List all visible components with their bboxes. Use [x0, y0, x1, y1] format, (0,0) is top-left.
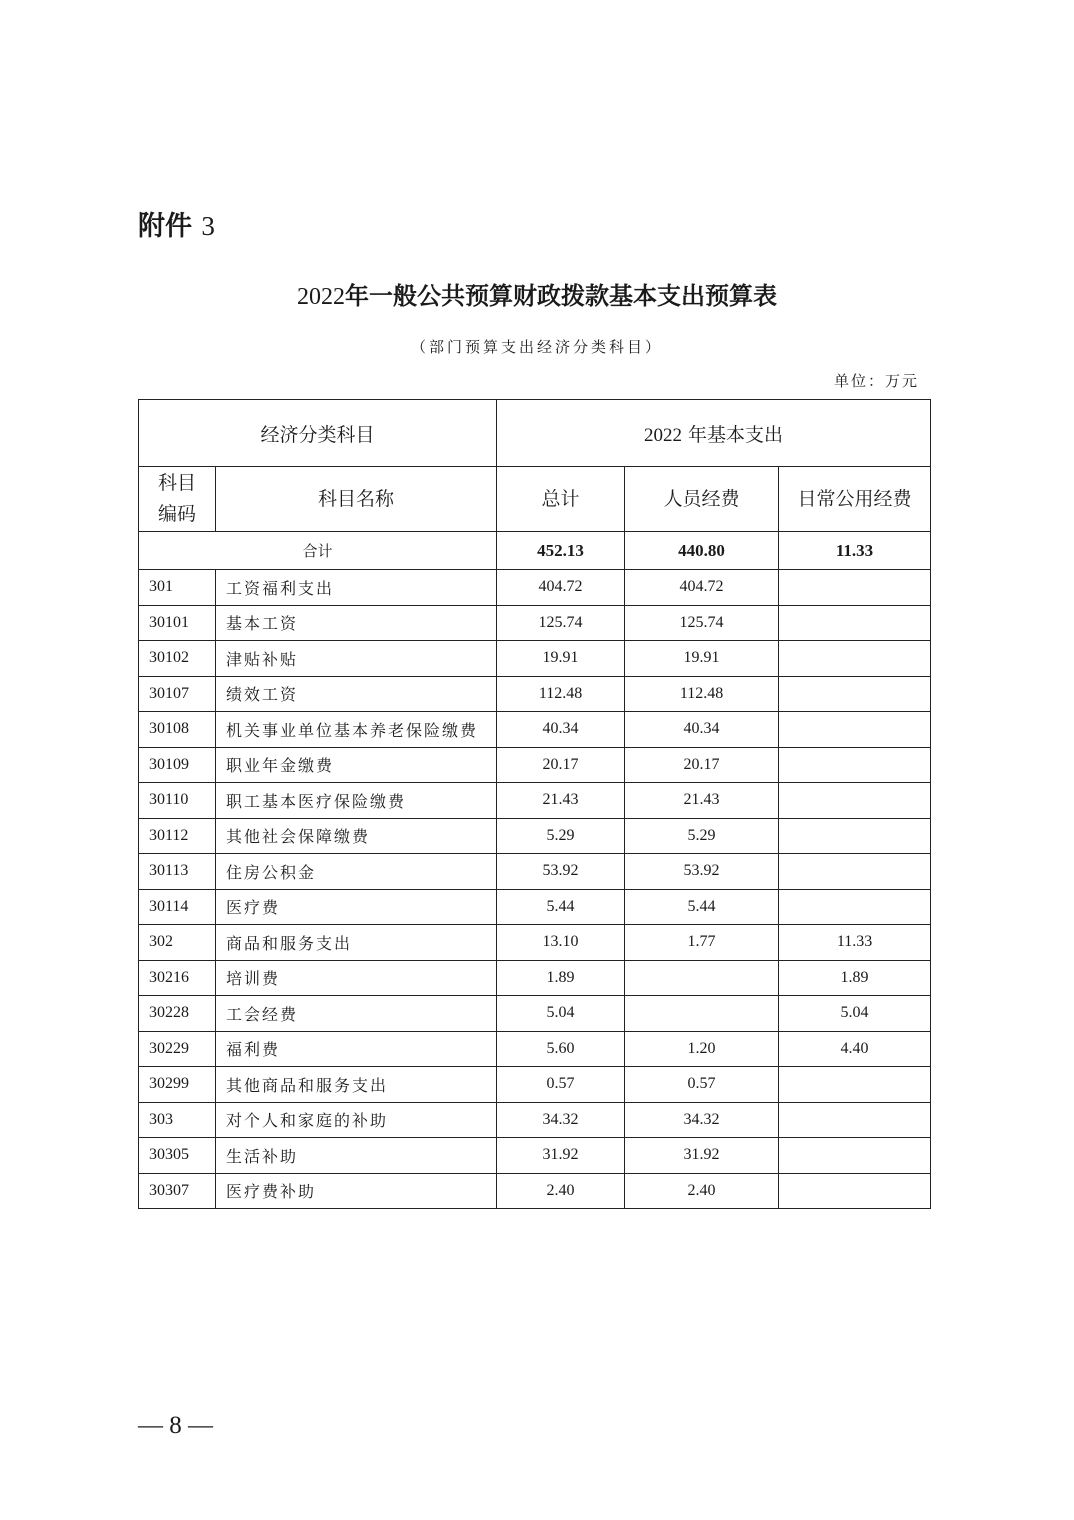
row-code: 30108: [139, 712, 216, 748]
total-public: 11.33: [779, 532, 931, 570]
row-name: 商品和服务支出: [216, 925, 497, 961]
row-total: 20.17: [497, 747, 625, 783]
header-basic-expenditure: [497, 400, 931, 467]
row-code: 301: [139, 570, 216, 606]
row-name: 工资福利支出: [216, 570, 497, 606]
row-public: [779, 889, 931, 925]
row-public: [779, 818, 931, 854]
page-title: [0, 276, 1074, 311]
header-personnel: 人员经费: [625, 467, 779, 532]
row-code: 30228: [139, 996, 216, 1032]
row-public: [779, 854, 931, 890]
row-public: 5.04: [779, 996, 931, 1032]
header-economic-category: 经济分类科目: [139, 400, 497, 467]
row-public: [779, 1102, 931, 1138]
table-row: [139, 1031, 931, 1067]
row-code: 302: [139, 925, 216, 961]
row-total: 13.10: [497, 925, 625, 961]
table-row: [139, 996, 931, 1032]
row-personnel: 112.48: [625, 676, 779, 712]
budget-table: [138, 399, 931, 1209]
row-personnel: [625, 960, 779, 996]
row-personnel: 2.40: [625, 1173, 779, 1209]
row-name: 福利费: [216, 1031, 497, 1067]
total-personnel: 440.80: [625, 532, 779, 570]
row-public: 11.33: [779, 925, 931, 961]
total-sum: 452.13: [497, 532, 625, 570]
table-row: [139, 570, 931, 606]
row-total: 0.57: [497, 1067, 625, 1103]
row-name: 培训费: [216, 960, 497, 996]
row-code: 30109: [139, 747, 216, 783]
row-name: 绩效工资: [216, 676, 497, 712]
row-total: 404.72: [497, 570, 625, 606]
table-row: [139, 960, 931, 996]
total-row: [139, 532, 931, 570]
row-total: 34.32: [497, 1102, 625, 1138]
row-code: 30101: [139, 605, 216, 641]
row-personnel: 19.91: [625, 641, 779, 677]
row-personnel: 34.32: [625, 1102, 779, 1138]
row-code: 30307: [139, 1173, 216, 1209]
page-subtitle: （部门预算支出经济分类科目）: [410, 338, 663, 356]
attachment-text: 附件: [138, 211, 192, 242]
row-code: 30110: [139, 783, 216, 819]
row-personnel: 31.92: [625, 1138, 779, 1174]
row-personnel: 404.72: [625, 570, 779, 606]
row-total: 2.40: [497, 1173, 625, 1209]
attachment-number: 3: [201, 211, 215, 241]
row-personnel: 40.34: [625, 712, 779, 748]
header-year-text: 年基本支出: [688, 423, 784, 446]
table-row: [139, 605, 931, 641]
table-row: [139, 818, 931, 854]
table-row: [139, 712, 931, 748]
row-personnel: 0.57: [625, 1067, 779, 1103]
row-code: 30112: [139, 818, 216, 854]
row-code: 30299: [139, 1067, 216, 1103]
row-personnel: 21.43: [625, 783, 779, 819]
attachment-label: [138, 204, 215, 243]
row-public: [779, 783, 931, 819]
row-name: 对个人和家庭的补助: [216, 1102, 497, 1138]
table-row: [139, 925, 931, 961]
row-total: 125.74: [497, 605, 625, 641]
row-total: 40.34: [497, 712, 625, 748]
table-row: [139, 676, 931, 712]
title-year: 2022: [297, 284, 345, 310]
row-total: 5.44: [497, 889, 625, 925]
row-total: 1.89: [497, 960, 625, 996]
row-personnel: 53.92: [625, 854, 779, 890]
table-row: [139, 783, 931, 819]
row-public: [779, 747, 931, 783]
row-public: [779, 676, 931, 712]
total-label: 合计: [139, 532, 497, 570]
row-public: [779, 1173, 931, 1209]
row-code: 30216: [139, 960, 216, 996]
row-name: 职工基本医疗保险缴费: [216, 783, 497, 819]
row-personnel: 1.77: [625, 925, 779, 961]
row-personnel: 5.29: [625, 818, 779, 854]
row-code: 30107: [139, 676, 216, 712]
table-row: [139, 854, 931, 890]
row-public: 1.89: [779, 960, 931, 996]
row-personnel: 5.44: [625, 889, 779, 925]
row-personnel: 20.17: [625, 747, 779, 783]
row-name: 生活补助: [216, 1138, 497, 1174]
row-personnel: [625, 996, 779, 1032]
row-name: 其他社会保障缴费: [216, 818, 497, 854]
header-code-line1: 科目: [157, 472, 196, 494]
row-code: 303: [139, 1102, 216, 1138]
row-code: 30229: [139, 1031, 216, 1067]
table-row: [139, 1173, 931, 1209]
row-total: 53.92: [497, 854, 625, 890]
row-public: [779, 712, 931, 748]
title-text: 年一般公共预算财政拨款基本支出预算表: [345, 282, 777, 310]
row-total: 5.29: [497, 818, 625, 854]
row-public: [779, 605, 931, 641]
row-name: 津贴补贴: [216, 641, 497, 677]
table-row: [139, 1102, 931, 1138]
row-name: 住房公积金: [216, 854, 497, 890]
row-name: 职业年金缴费: [216, 747, 497, 783]
header-name: 科目名称: [216, 467, 497, 532]
row-public: [779, 570, 931, 606]
row-code: 30102: [139, 641, 216, 677]
table-row: [139, 889, 931, 925]
row-public: [779, 1138, 931, 1174]
header-code-line2: 编码: [157, 503, 196, 525]
row-public: [779, 641, 931, 677]
table-row: [139, 1138, 931, 1174]
row-name: 工会经费: [216, 996, 497, 1032]
header-code: [139, 467, 216, 532]
table-row: [139, 747, 931, 783]
row-name: 医疗费: [216, 889, 497, 925]
row-total: 21.43: [497, 783, 625, 819]
header-total: 总计: [497, 467, 625, 532]
row-total: 5.60: [497, 1031, 625, 1067]
table-row: [139, 1067, 931, 1103]
row-public: [779, 1067, 931, 1103]
row-name: 基本工资: [216, 605, 497, 641]
table-row: [139, 641, 931, 677]
row-name: 医疗费补助: [216, 1173, 497, 1209]
row-code: 30113: [139, 854, 216, 890]
row-code: 30114: [139, 889, 216, 925]
row-total: 31.92: [497, 1138, 625, 1174]
header-year: 2022: [643, 424, 682, 446]
row-total: 5.04: [497, 996, 625, 1032]
page-number: — 8 —: [138, 1412, 213, 1439]
row-name: 其他商品和服务支出: [216, 1067, 497, 1103]
header-public: 日常公用经费: [779, 467, 931, 532]
row-total: 112.48: [497, 676, 625, 712]
row-name: 机关事业单位基本养老保险缴费: [216, 712, 497, 748]
unit-label: 单位：万元: [833, 372, 919, 390]
row-personnel: 125.74: [625, 605, 779, 641]
row-code: 30305: [139, 1138, 216, 1174]
row-personnel: 1.20: [625, 1031, 779, 1067]
row-public: 4.40: [779, 1031, 931, 1067]
row-total: 19.91: [497, 641, 625, 677]
